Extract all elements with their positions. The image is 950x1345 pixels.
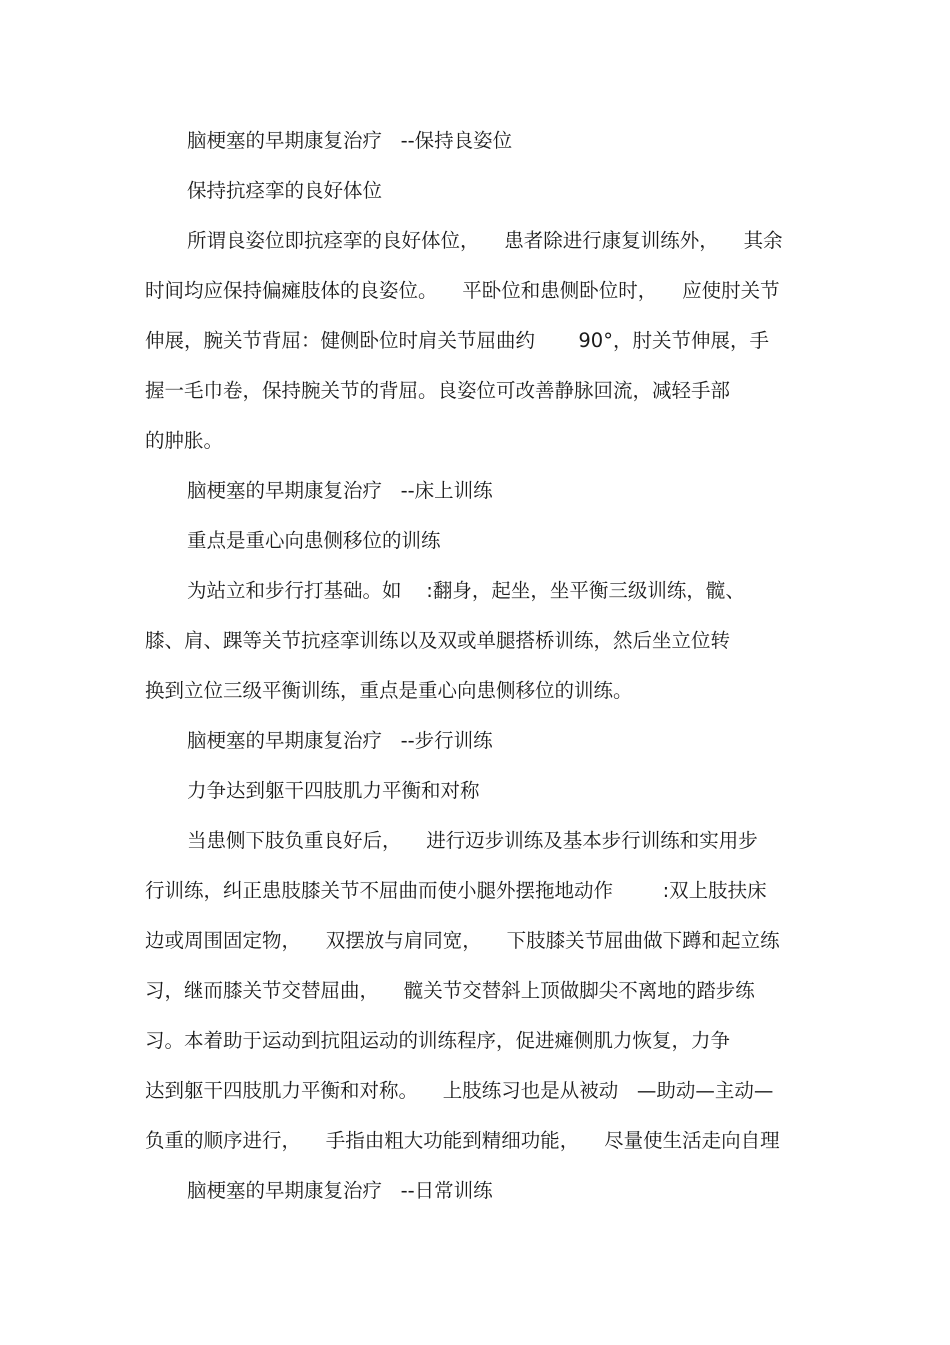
paragraph-line: 所谓良姿位即抗痉挛的良好体位， 患者除进行康复训练外， 其余	[187, 229, 783, 252]
section-heading: 脑梗塞的早期康复治疗 --保持良姿位	[187, 129, 513, 152]
section-subheading: 力争达到躯干四肢肌力平衡和对称	[187, 779, 480, 802]
section-subheading: 保持抗痉挛的良好体位	[187, 179, 383, 202]
section-subheading: 重点是重心向患侧移位的训练	[187, 529, 441, 552]
paragraph-line: 伸展，腕关节背屈：健侧卧位时肩关节屈曲约 90°，肘关节伸展，手	[145, 329, 769, 352]
section-heading: 脑梗塞的早期康复治疗 --步行训练	[187, 729, 493, 752]
paragraph-line: 时间均应保持偏瘫肢体的良姿位。 平卧位和患侧卧位时， 应使肘关节	[145, 279, 780, 302]
paragraph-line: 行训练，纠正患肢膝关节不屈曲而使小腿外摆拖地动作 :双上肢扶床	[145, 879, 767, 902]
paragraph-line: 习，继而膝关节交替屈曲， 髋关节交替斜上顶做脚尖不离地的踏步练	[145, 979, 755, 1002]
paragraph-line: 的肿胀。	[145, 429, 224, 452]
paragraph-line: 习。本着助于运动到抗阻运动的训练程序，促进瘫侧肌力恢复，力争	[145, 1029, 731, 1052]
paragraph-line: 膝、肩、踝等关节抗痉挛训练以及双或单腿搭桥训练，然后坐立位转	[145, 629, 731, 652]
section-heading: 脑梗塞的早期康复治疗 --日常训练	[187, 1179, 493, 1202]
section-heading: 脑梗塞的早期康复治疗 --床上训练	[187, 479, 493, 502]
paragraph-line: 握一毛巾卷，保持腕关节的背屈。良姿位可改善静脉回流，减轻手部	[145, 379, 731, 402]
paragraph-line: 换到立位三级平衡训练，重点是重心向患侧移位的训练。	[145, 679, 633, 702]
paragraph-line: 边或周围固定物， 双摆放与肩同宽， 下肢膝关节屈曲做下蹲和起立练	[145, 929, 780, 952]
paragraph-line: 为站立和步行打基础。如 :翻身，起坐，坐平衡三级训练，髋、	[187, 579, 745, 602]
paragraph-line: 负重的顺序进行， 手指由粗大功能到精细功能， 尽量使生活走向自理	[145, 1129, 780, 1152]
paragraph-line: 达到躯干四肢肌力平衡和对称。 上肢练习也是从被动 —助动—主动—	[145, 1079, 774, 1102]
paragraph-line: 当患侧下肢负重良好后， 进行迈步训练及基本步行训练和实用步	[187, 829, 758, 852]
